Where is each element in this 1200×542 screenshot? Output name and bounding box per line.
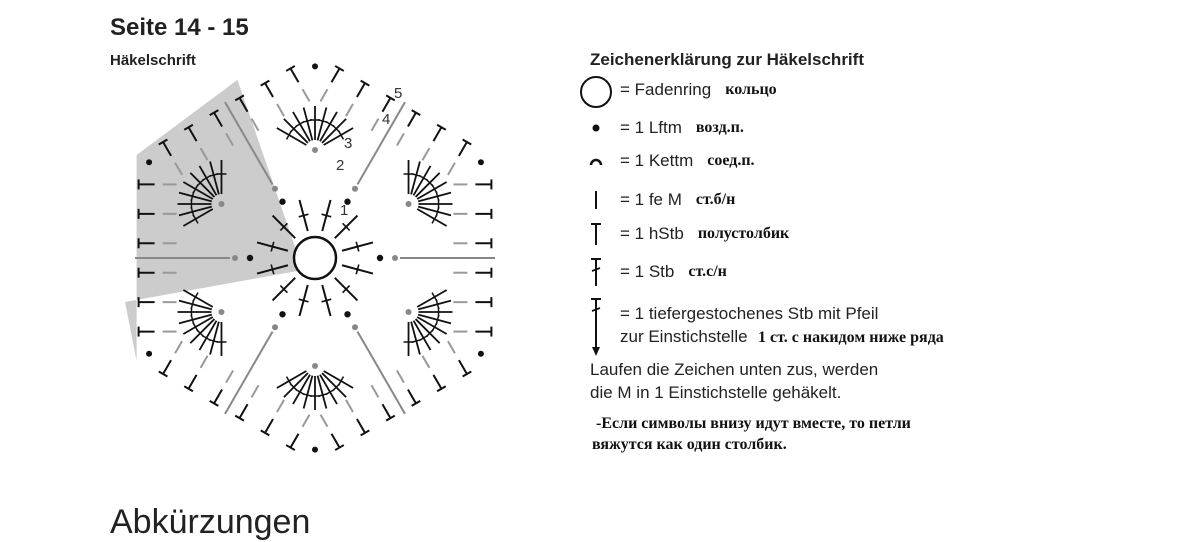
fan-double-crochet (179, 315, 212, 324)
edge-half-double-crochet (433, 127, 441, 141)
chain-dot (279, 311, 285, 317)
edge-half-double-crochet (408, 390, 416, 404)
fan-double-crochet (210, 322, 219, 355)
grey-stitch (346, 104, 353, 116)
arrow-head (352, 186, 358, 192)
legend-note-de: Laufen die Zeichen unten zus, werden (590, 360, 879, 379)
fan-double-crochet (318, 376, 327, 409)
legend-item-single-crochet (578, 186, 735, 214)
grey-stitch (175, 341, 182, 353)
chain-space-dot (312, 363, 318, 369)
chain-dot (377, 255, 383, 261)
legend-label-ru: кольцо (725, 81, 777, 98)
crochet-chart-svg (100, 30, 540, 500)
grey-stitch (371, 119, 378, 131)
legend-label-ru: ст.с/н (688, 263, 727, 280)
grey-stitch (303, 89, 310, 101)
legend-label-de: = 1 Kettm (620, 151, 694, 170)
front-post-double-crochet-icon (578, 298, 614, 358)
edge-half-double-crochet (331, 434, 339, 448)
crochet-diagram (100, 30, 540, 500)
legend-item-double (578, 258, 727, 286)
edge-half-double-crochet (357, 83, 365, 97)
grey-stitch (422, 356, 429, 368)
edge-half-double-crochet (408, 113, 416, 127)
magic-ring-icon (578, 76, 614, 104)
single-crochet-icon (578, 186, 614, 214)
edge-half-double-crochet (163, 360, 171, 374)
fan-double-crochet (418, 301, 451, 310)
arrow-head (392, 255, 398, 261)
edge-half-double-crochet (214, 390, 222, 404)
chain-dot-icon (578, 114, 614, 142)
legend-label-de: = 1 tiefergestochenes Stb mit Pfeil (620, 304, 879, 323)
edge-half-double-crochet (265, 83, 273, 97)
fan-double-crochet (183, 290, 212, 307)
edge-half-double-crochet (382, 98, 390, 112)
legend-item-front-post (620, 327, 944, 347)
fan-double-crochet (418, 315, 451, 324)
round-number-label: 5 (394, 85, 403, 102)
edge-half-double-crochet (331, 68, 339, 82)
grey-stitch (371, 385, 378, 397)
corner-chain-dot (478, 159, 484, 165)
legend-note-de: die M in 1 Einstichstelle gehäkelt. (590, 383, 842, 402)
half-double-crochet-icon (578, 220, 614, 248)
corner-chain-dot (478, 351, 484, 357)
corner-chain-dot (146, 159, 152, 165)
grey-stitch (201, 356, 208, 368)
section-heading: Abkürzungen (110, 503, 311, 541)
chain-space-dot (312, 147, 318, 153)
arrow-head (232, 255, 238, 261)
edge-half-double-crochet (459, 360, 467, 374)
legend-label-de: = 1 hStb (620, 224, 684, 243)
edge-half-double-crochet (291, 434, 299, 448)
arrow-head (272, 324, 278, 330)
edge-half-double-crochet (240, 404, 248, 418)
corner-chain-dot (146, 351, 152, 357)
chain-dot (344, 311, 350, 317)
legend-label-de-continued: zur Einstichstelle (620, 327, 748, 346)
edge-half-double-crochet (459, 142, 467, 156)
chain-space-dot (218, 201, 224, 207)
grey-stitch (252, 385, 259, 397)
grey-stitch (397, 371, 404, 383)
fan-double-crochet (417, 290, 446, 307)
chain-dot (279, 199, 285, 205)
round-number-label: 2 (336, 157, 345, 174)
legend-label-ru: ст.б/н (695, 191, 736, 208)
grey-stitch (422, 148, 429, 160)
legend-label-ru: 1 ст. с накидом ниже ряда (758, 329, 944, 346)
page-title: Seite 14 - 15 (110, 14, 249, 41)
grey-stitch (277, 104, 284, 116)
double-crochet-icon (578, 258, 614, 286)
legend-label-ru: возд.п. (695, 119, 744, 136)
edge-half-double-crochet (265, 419, 273, 433)
grey-stitch (277, 400, 284, 412)
legend-label-de: = 1 Lftm (620, 118, 682, 137)
chain-dot (247, 255, 253, 261)
round-number-label: 4 (382, 111, 391, 128)
legend-label-de: = 1 fe M (620, 190, 682, 209)
legend-item-magic-ring (578, 76, 777, 104)
chain-space-dot (406, 201, 412, 207)
corner-chain-dot (312, 447, 318, 453)
chain-space-dot (406, 309, 412, 315)
legend-item-half-double (578, 220, 789, 248)
corner-chain-dot (312, 63, 318, 69)
fan-double-crochet (418, 193, 451, 202)
edge-half-double-crochet (291, 68, 299, 82)
fan-double-crochet (411, 322, 420, 355)
fan-double-crochet (179, 301, 212, 310)
round-number-label: 1 (340, 202, 349, 219)
arrow-head (352, 324, 358, 330)
grey-stitch (320, 415, 327, 427)
arrow-head (272, 186, 278, 192)
legend-note-ru: -Если символы внизу идут вместе, то петли (596, 415, 911, 432)
edge-half-double-crochet (433, 375, 441, 389)
legend-label-de: = 1 Stb (620, 262, 675, 281)
fan-double-crochet (304, 376, 313, 409)
grey-stitch (320, 89, 327, 101)
legend-label-ru: соед.п. (707, 152, 755, 169)
round-number-label: 3 (344, 135, 353, 152)
legend-item-chain (578, 114, 744, 142)
page-subtitle: Häkelschrift (110, 52, 196, 69)
edge-half-double-crochet (189, 375, 197, 389)
legend-label-ru: полустолбик (697, 225, 790, 242)
grey-stitch (448, 341, 455, 353)
grey-stitch (346, 400, 353, 412)
fan-double-crochet (417, 209, 446, 226)
legend-label-de: = Fadenring (620, 80, 712, 99)
fan-double-crochet (418, 207, 451, 216)
legend-title: Zeichenerklärung zur Häkelschrift (590, 50, 864, 69)
edge-half-double-crochet (357, 419, 365, 433)
legend-note-ru: вяжутся как один столбик. (592, 436, 787, 453)
chain-space-dot (218, 309, 224, 315)
grey-stitch (226, 371, 233, 383)
edge-half-double-crochet (382, 404, 390, 418)
fan-double-crochet (304, 107, 313, 140)
grey-stitch (397, 133, 404, 145)
magic-ring-center (294, 237, 336, 279)
fan-double-crochet (318, 107, 327, 140)
grey-stitch (448, 163, 455, 175)
grey-stitch (303, 415, 310, 427)
legend-item-slip-stitch (578, 147, 755, 175)
fan-double-crochet (411, 161, 420, 194)
slip-stitch-icon (578, 147, 614, 175)
